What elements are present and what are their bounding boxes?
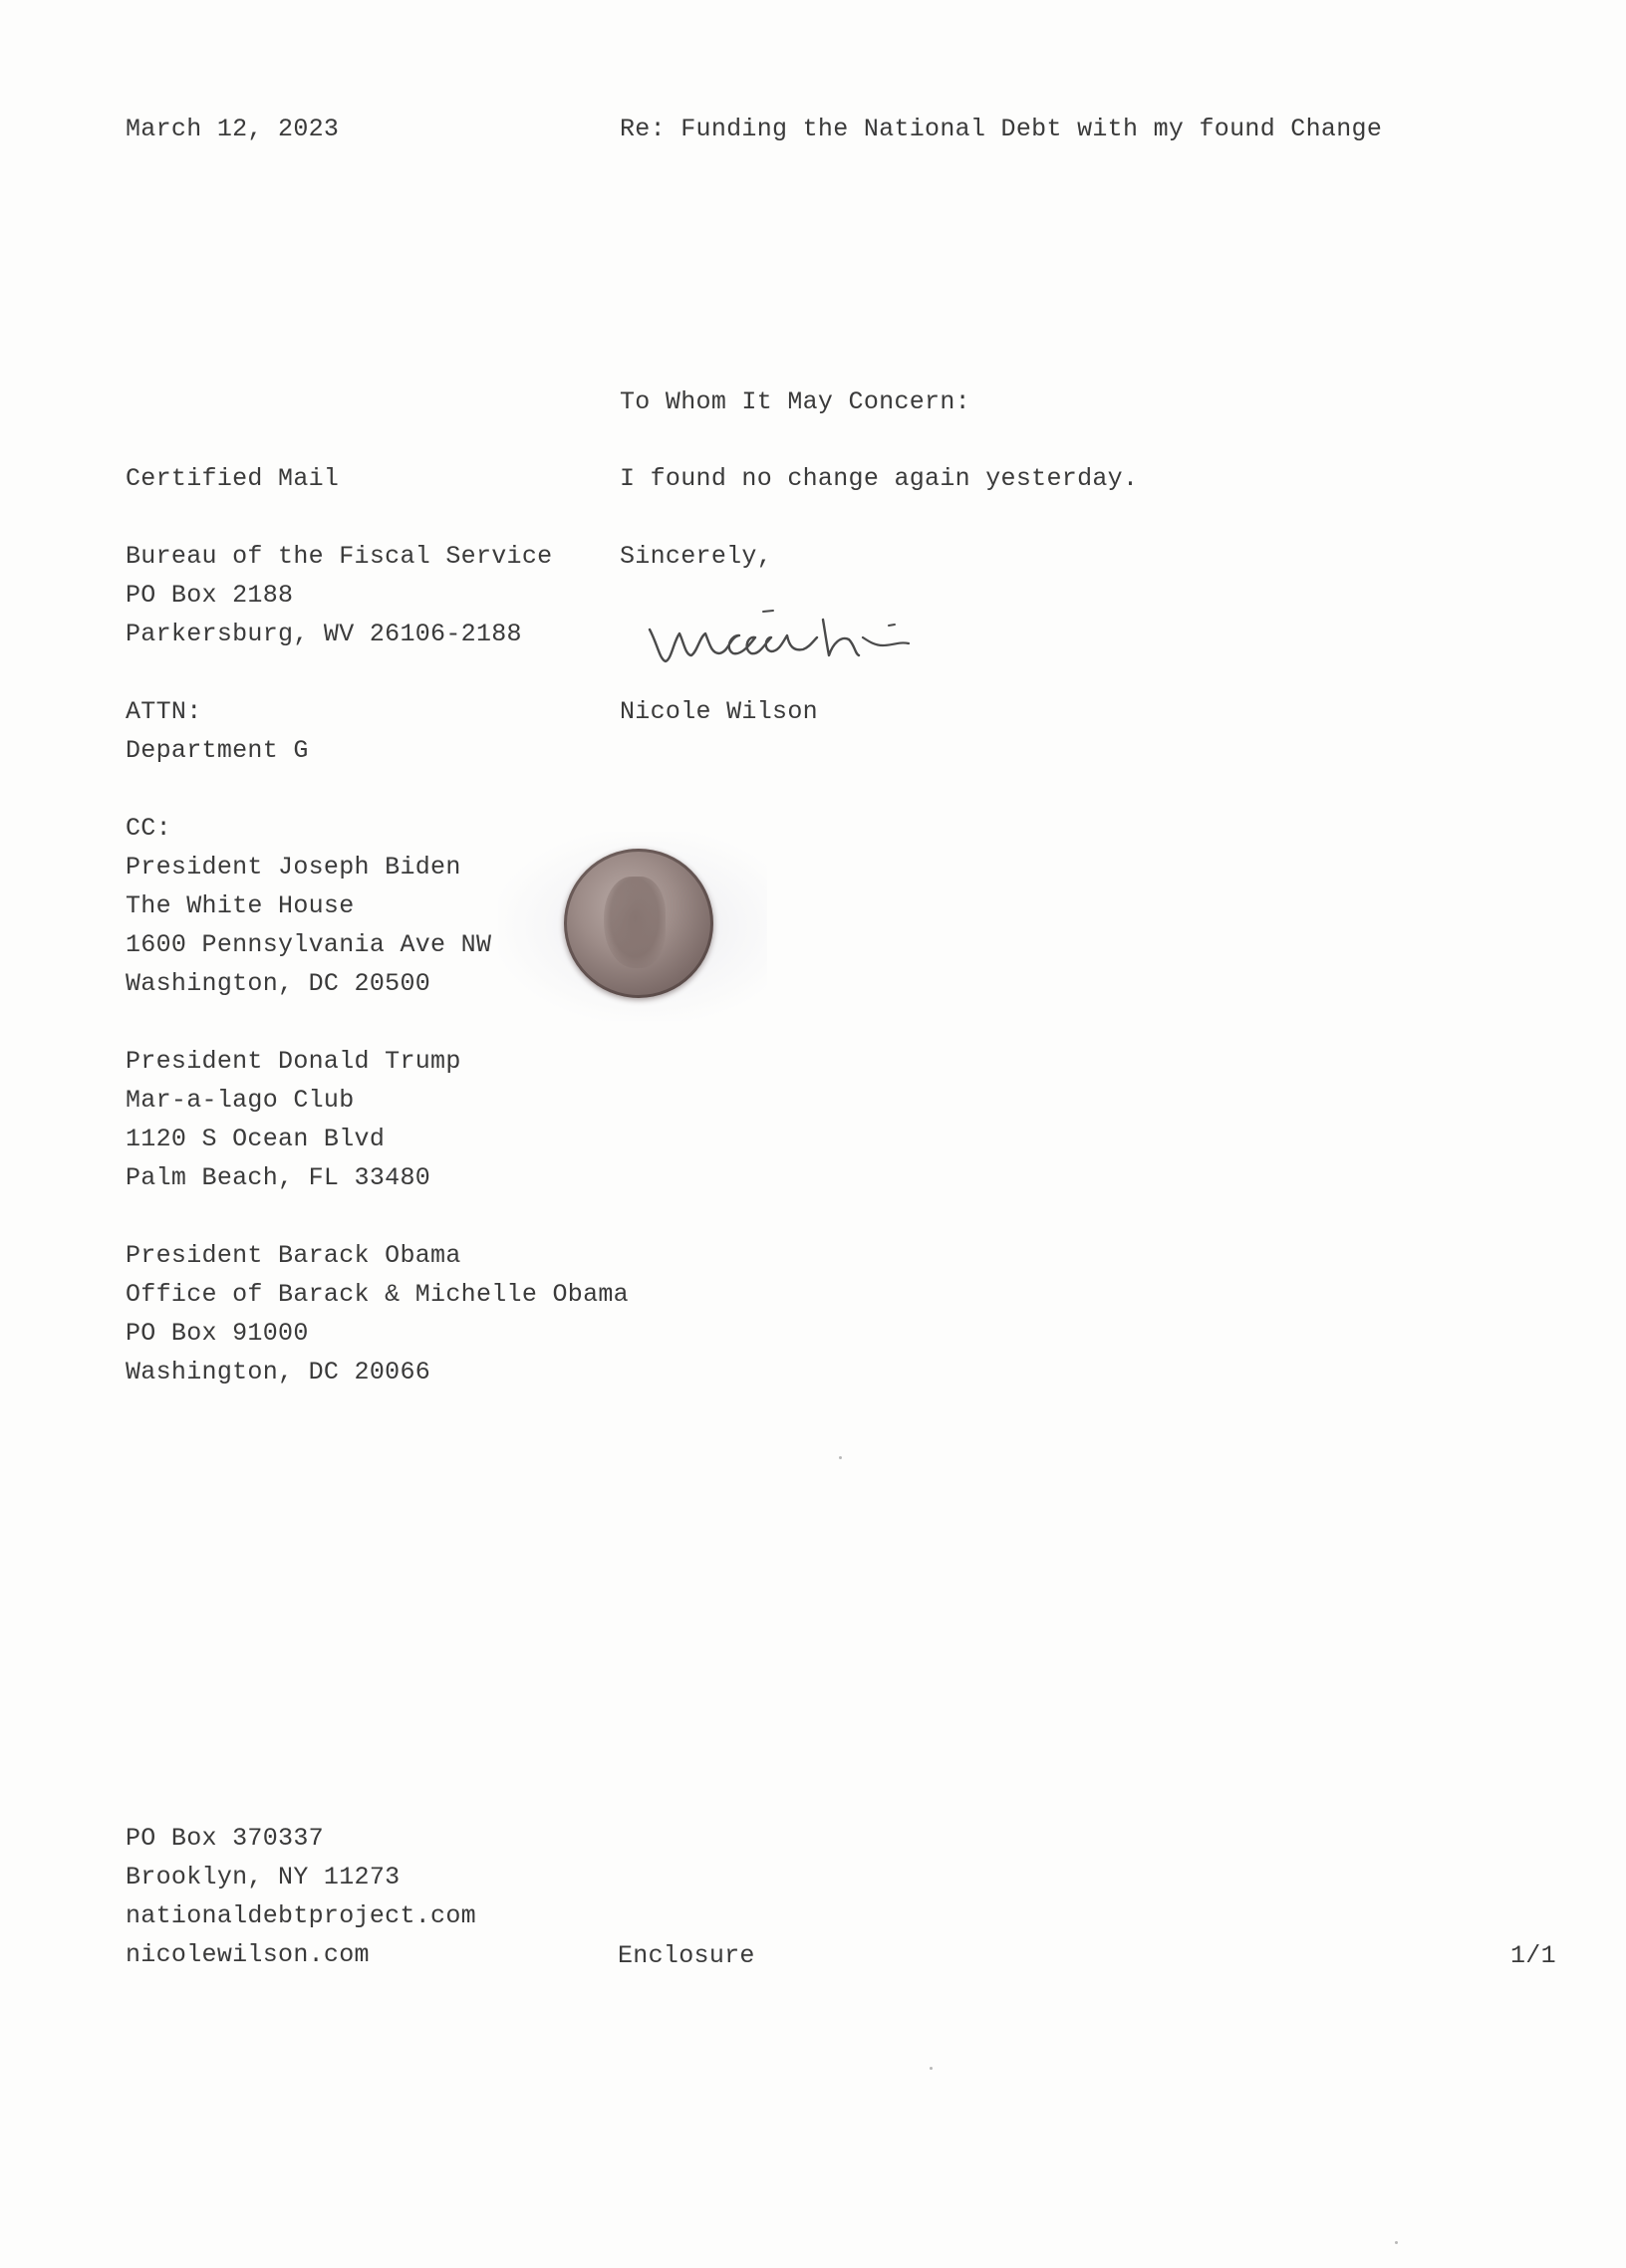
cc-line: President Barack Obama <box>126 1241 461 1270</box>
signer-name: Nicole Wilson <box>620 697 818 726</box>
letter-body: I found no change again yesterday. <box>620 464 1139 493</box>
attention-line: ATTN: <box>126 697 202 726</box>
footer-line: nationaldebtproject.com <box>126 1901 476 1930</box>
cc-line: Washington, DC 20500 <box>126 969 431 998</box>
recipient-address <box>126 537 552 653</box>
cc-line: PO Box 91000 <box>126 1319 309 1348</box>
penny-coin-image <box>564 849 713 998</box>
cc-line: 1600 Pennsylvania Ave NW <box>126 930 492 959</box>
cc-recipient <box>126 1042 461 1197</box>
footer-line: PO Box 370337 <box>126 1824 324 1853</box>
enclosure-label: Enclosure <box>618 1941 755 1970</box>
cc-line: Office of Barack & Michelle Obama <box>126 1280 629 1309</box>
recipient-line: PO Box 2188 <box>126 581 294 610</box>
cc-line: Mar-a-lago Club <box>126 1086 355 1115</box>
cc-line: Washington, DC 20066 <box>126 1358 431 1386</box>
delivery-method: Certified Mail <box>126 464 340 493</box>
footer-contact <box>126 1819 476 1974</box>
paper-speck <box>930 2067 933 2070</box>
page-number: 1/1 <box>1510 1941 1556 1970</box>
cc-line: President Donald Trump <box>126 1047 461 1076</box>
cc-line: 1120 S Ocean Blvd <box>126 1125 386 1153</box>
cc-label <box>126 809 171 848</box>
paper-speck <box>839 1456 842 1459</box>
paper-speck <box>1395 2241 1398 2244</box>
closing: Sincerely, <box>620 542 773 571</box>
cc-line: Palm Beach, FL 33480 <box>126 1163 431 1192</box>
recipient-line: Parkersburg, WV 26106-2188 <box>126 620 522 648</box>
salutation: To Whom It May Concern: <box>620 387 970 416</box>
cc-recipient <box>126 848 491 1003</box>
attention-line: Department G <box>126 736 309 765</box>
letter-date: March 12, 2023 <box>126 115 340 143</box>
signature-image <box>638 590 986 679</box>
cc-line: President Joseph Biden <box>126 853 461 882</box>
attention-block <box>126 692 309 770</box>
footer-line: Brooklyn, NY 11273 <box>126 1863 401 1891</box>
cc-label-text: CC: <box>126 814 171 843</box>
cc-recipient <box>126 1236 629 1391</box>
footer-line: nicolewilson.com <box>126 1940 370 1969</box>
cc-line: The White House <box>126 891 355 920</box>
letter-subject: Re: Funding the National Debt with my found Change <box>620 115 1383 143</box>
recipient-line: Bureau of the Fiscal Service <box>126 542 553 571</box>
